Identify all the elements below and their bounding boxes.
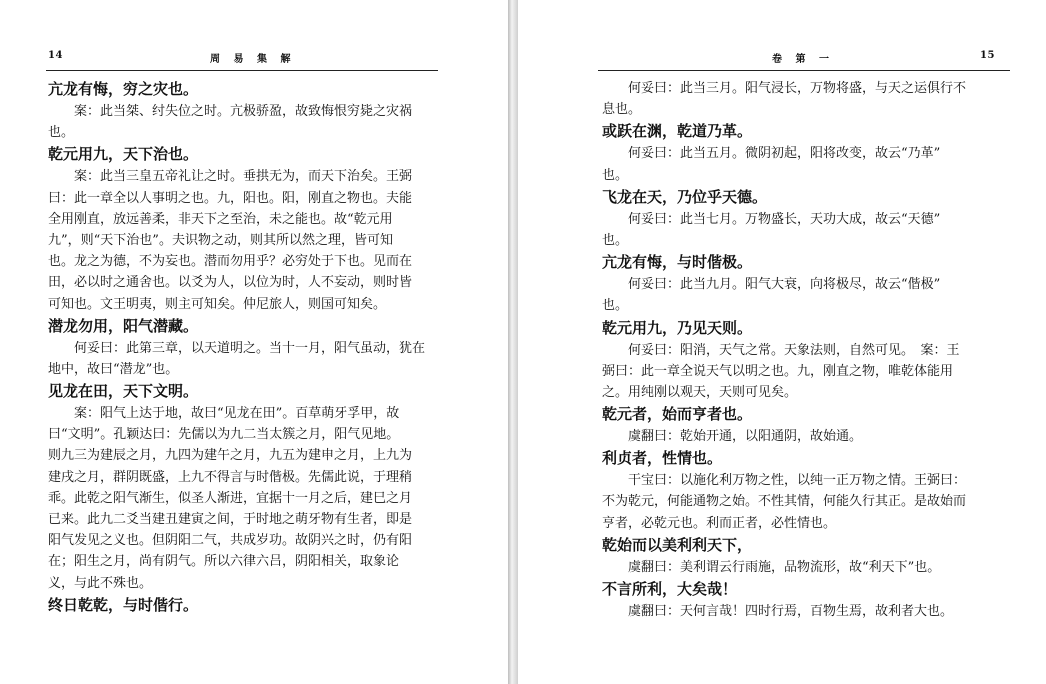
right-page <box>518 0 1046 684</box>
book-gutter <box>508 0 518 684</box>
verse-heading: 乾元用九，乃见天则。 <box>602 318 753 337</box>
commentary-line: 阳气发见之义也。但阴阳二气，共成岁功。故阴兴之时，仍有阳 <box>48 533 413 549</box>
commentary-line: 干宝曰：以施化利万物之性，以纯一正万物之情。王弼曰： <box>628 473 967 489</box>
commentary-line: 何妥曰：此当九月。阳气大衰，向将极尽，故云“偕极” <box>628 277 941 293</box>
verse-heading: 利贞者，性情也。 <box>602 449 723 468</box>
left-page-header <box>48 50 438 66</box>
verse-heading: 或跃在渊，乾道乃革。 <box>602 122 753 141</box>
right-running-title: 卷 第 一 <box>772 54 834 65</box>
commentary-line: 地中，故曰“潜龙”也。 <box>48 361 179 377</box>
commentary-line: 案：此当桀、纣失位之时。亢极骄盈，故致悔恨穷毙之灾祸 <box>74 104 413 119</box>
right-header-rule <box>598 70 1010 71</box>
commentary-line: 何妥曰：此当七月。万物盛长，天功大成，故云“天德” <box>628 211 941 227</box>
commentary-line: 也。 <box>602 298 629 314</box>
commentary-line: 何妥曰：此当五月。微阴初起，阳将改变，故云“乃革” <box>628 146 941 162</box>
commentary-line: 虞翻曰：美利谓云行雨施，品物流形，故“利天下”也。 <box>628 559 941 575</box>
commentary-line: 在；阳生之月，尚有阴气。所以六律六吕，阴阳相关，取象论 <box>48 554 400 570</box>
verse-heading: 飞龙在天，乃位乎天德。 <box>602 187 768 206</box>
commentary-line: 田，必以时之通舍也。以爻为人，以位为时，人不妄动，则时皆 <box>48 275 413 291</box>
verse-heading: 见龙在田，天下文明。 <box>48 382 199 401</box>
verse-heading: 乾元用九，天下治也。 <box>48 145 199 164</box>
commentary-line: 何妥曰：此当三月。阳气浸长，万物将盛，与天之运俱行不 <box>628 81 967 96</box>
commentary-line: 不为乾元，何能通物之始。不性其情，何能久行其正。是故始而 <box>602 494 967 510</box>
verse-heading: 亢龙有悔，与时偕极。 <box>602 253 753 272</box>
left-page-number: 14 <box>48 50 63 61</box>
commentary-line: 也。 <box>602 167 629 183</box>
commentary-line: 也。 <box>48 125 75 141</box>
commentary-line: 虞翻曰：天何言哉！四时行焉，百物生焉，故利者大也。 <box>628 604 954 619</box>
commentary-line: 也。龙之为德，不为妄也。潜而勿用乎？必穷处于下也。见而在 <box>48 254 413 270</box>
commentary-line: 已来。此九二爻当建丑建寅之间，于时地之萌牙物有生者，即是 <box>48 512 413 527</box>
commentary-line: 也。 <box>602 232 629 248</box>
verse-heading: 乾元者，始而亨者也。 <box>602 405 753 424</box>
commentary-line: 建戌之月，群阴既盛，上九不得言与时偕极。先儒此说，于理稍 <box>48 469 413 485</box>
left-header-rule <box>46 70 438 71</box>
left-page-text <box>48 78 444 617</box>
commentary-line: 则九三为建辰之月，九四为建午之月，九五为建申之月，上九为 <box>48 448 413 464</box>
verse-heading: 不言所利，大矣哉！ <box>602 580 738 598</box>
commentary-line: 何妥曰：此第三章，以天道明之。当十一月，阳气虽动，犹在 <box>74 340 426 356</box>
commentary-line: 九”，则“天下治也”。夫识物之动，则其所以然之理，皆可知 <box>48 232 393 248</box>
right-page-text <box>602 78 1012 622</box>
commentary-line: 全用刚直，放远善柔，非天下之至治，未之能也。故“乾元用 <box>48 211 393 227</box>
commentary-line: 何妥曰：阳消，天气之常。天象法则，自然可见。 案：王 <box>628 342 960 358</box>
left-running-title: 周 易 集 解 <box>210 54 296 65</box>
commentary-line: 义，与此不殊也。 <box>48 575 153 591</box>
commentary-line: 乖。此乾之阳气渐生，似圣人渐进，宜据十一月之后，建巳之月 <box>48 490 413 506</box>
right-page-header <box>600 50 1010 66</box>
verse-heading: 亢龙有悔，穷之灾也。 <box>48 80 199 98</box>
commentary-line: 案：阳气上达于地，故曰“见龙在田”。百草萌牙孚甲，故 <box>74 406 400 422</box>
verse-heading: 潜龙勿用，阳气潜藏。 <box>48 316 199 335</box>
left-page <box>0 0 508 684</box>
commentary-line: 曰“文明”。孔颖达曰：先儒以为九二当太簇之月，阳气见地。 <box>48 427 400 443</box>
commentary-line: 虞翻曰：乾始开通，以阳通阴，故始通。 <box>628 429 863 445</box>
commentary-line: 亨者，必乾元也。利而正者，必性情也。 <box>602 515 837 531</box>
right-page-number: 15 <box>980 50 995 61</box>
commentary-line: 弼曰：此一章全说天气以明之也。九，刚直之物，唯乾体能用 <box>602 363 954 379</box>
verse-heading: 乾始而以美利利天下， <box>602 535 753 554</box>
commentary-line: 案：此当三皇五帝礼让之时。垂拱无为，而天下治矣。王弼 <box>74 169 413 185</box>
commentary-line: 可知也。文王明夷，则主可知矣。仲尼旅人，则国可知矣。 <box>48 296 387 312</box>
verse-heading: 终日乾乾，与时偕行。 <box>48 595 199 614</box>
commentary-line: 之。用纯刚以观天，天则可见矣。 <box>602 384 798 400</box>
commentary-line: 曰：此一章全以人事明之也。九，阳也。阳，刚直之物也。夫能 <box>48 190 413 206</box>
commentary-line: 息也。 <box>602 102 642 118</box>
